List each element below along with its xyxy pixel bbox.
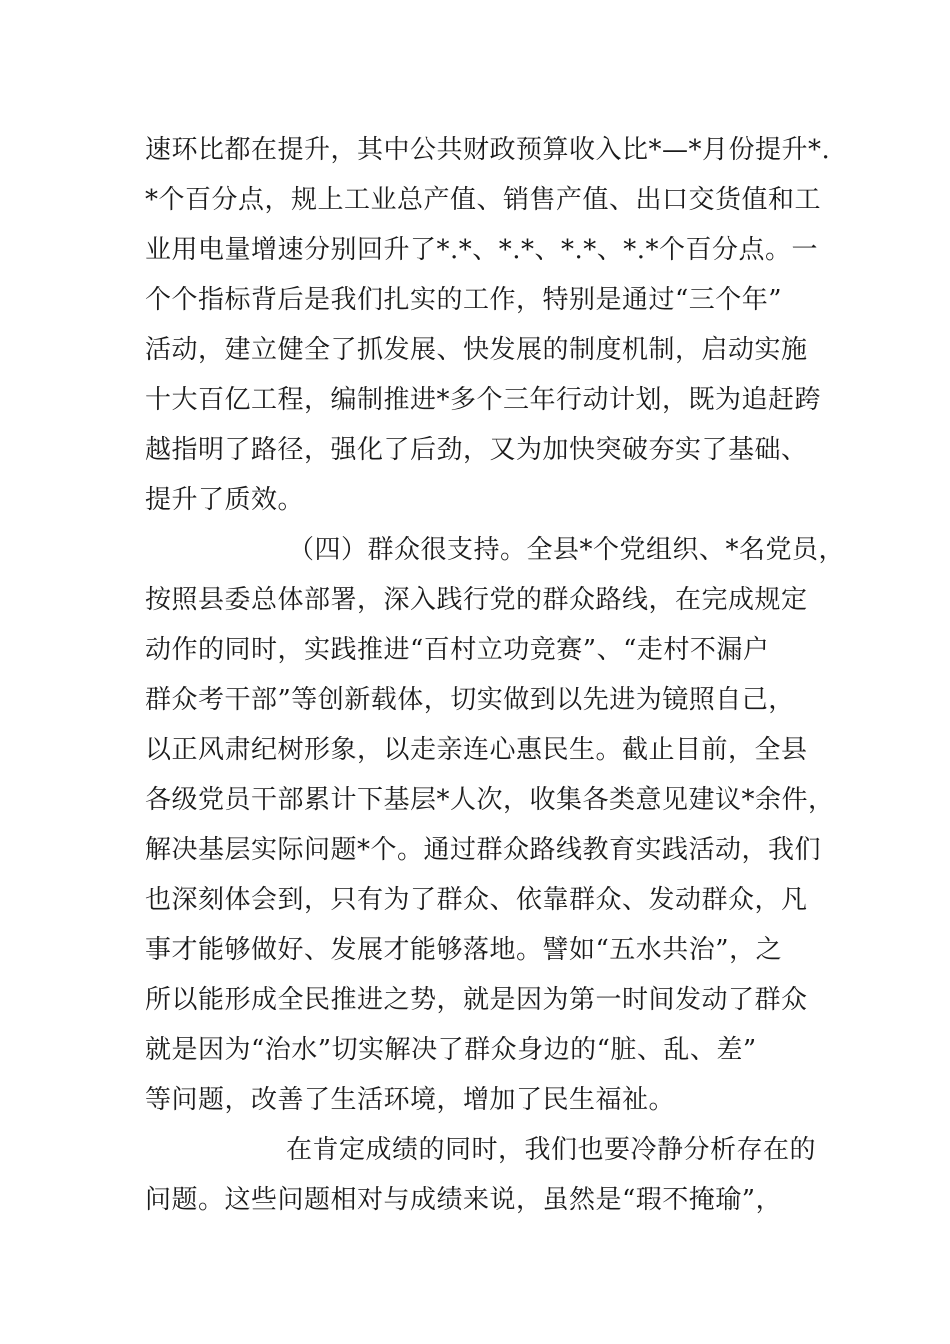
text-line: 活动，建立健全了抓发展、快发展的制度机制，启动实施 (145, 335, 808, 365)
text-line: 以正风肃纪树形象，以走亲连心惠民生。截止目前，全县 (145, 735, 808, 765)
text-line: 各级党员干部累计下基层*人次，收集各类意见建议*余件， (145, 785, 835, 815)
text-line: 业用电量增速分别回升了*.*、*.*、*.*、*.*个百分点。一 (145, 235, 819, 265)
text-line: 越指明了路径，强化了后劲，又为加快突破夯实了基础、 (145, 435, 808, 465)
text-line: 就是因为“治水”切实解决了群众身边的“脏、乱、差” (145, 1035, 757, 1065)
text-line: 所以能形成全民推进之势，就是因为第一时间发动了群众 (145, 985, 808, 1015)
text-line: 解决基层实际问题*个。通过群众路线教育实践活动，我们 (145, 835, 822, 865)
text-line: 按照县委总体部署，深入践行党的群众路线，在完成规定 (145, 585, 808, 615)
text-line: 事才能够做好、发展才能够落地。譬如“五水共治”，之 (145, 935, 783, 965)
paragraph-start-line: 在肯定成绩的同时，我们也要冷静分析存在的 (286, 1135, 817, 1165)
text-line: 速环比都在提升，其中公共财政预算收入比*—*月份提升*. (145, 135, 831, 165)
text-line: 动作的同时，实践推进“百村立功竞赛”、“走村不漏户 (145, 635, 770, 665)
text-line: 也深刻体会到，只有为了群众、依靠群众、发动群众，凡 (145, 885, 808, 915)
text-line: 个个指标背后是我们扎实的工作，特别是通过“三个年” (145, 285, 783, 315)
text-line: 等问题，改善了生活环境，增加了民生福祉。 (145, 1085, 676, 1115)
text-line: 问题。这些问题相对与成绩来说，虽然是“瑕不掩瑜”， (145, 1185, 783, 1215)
text-line: *个百分点，规上工业总产值、销售产值、出口交货值和工 (145, 185, 822, 215)
text-line: 提升了质效。 (145, 485, 305, 515)
text-line: 十大百亿工程，编制推进*多个三年行动计划，既为追赶跨 (145, 385, 822, 415)
text-line: 群众考干部”等创新载体，切实做到以先进为镜照自己， (145, 685, 795, 715)
section-heading-line: （四）群众很支持。全县*个党组织、*名党员， (288, 535, 846, 565)
